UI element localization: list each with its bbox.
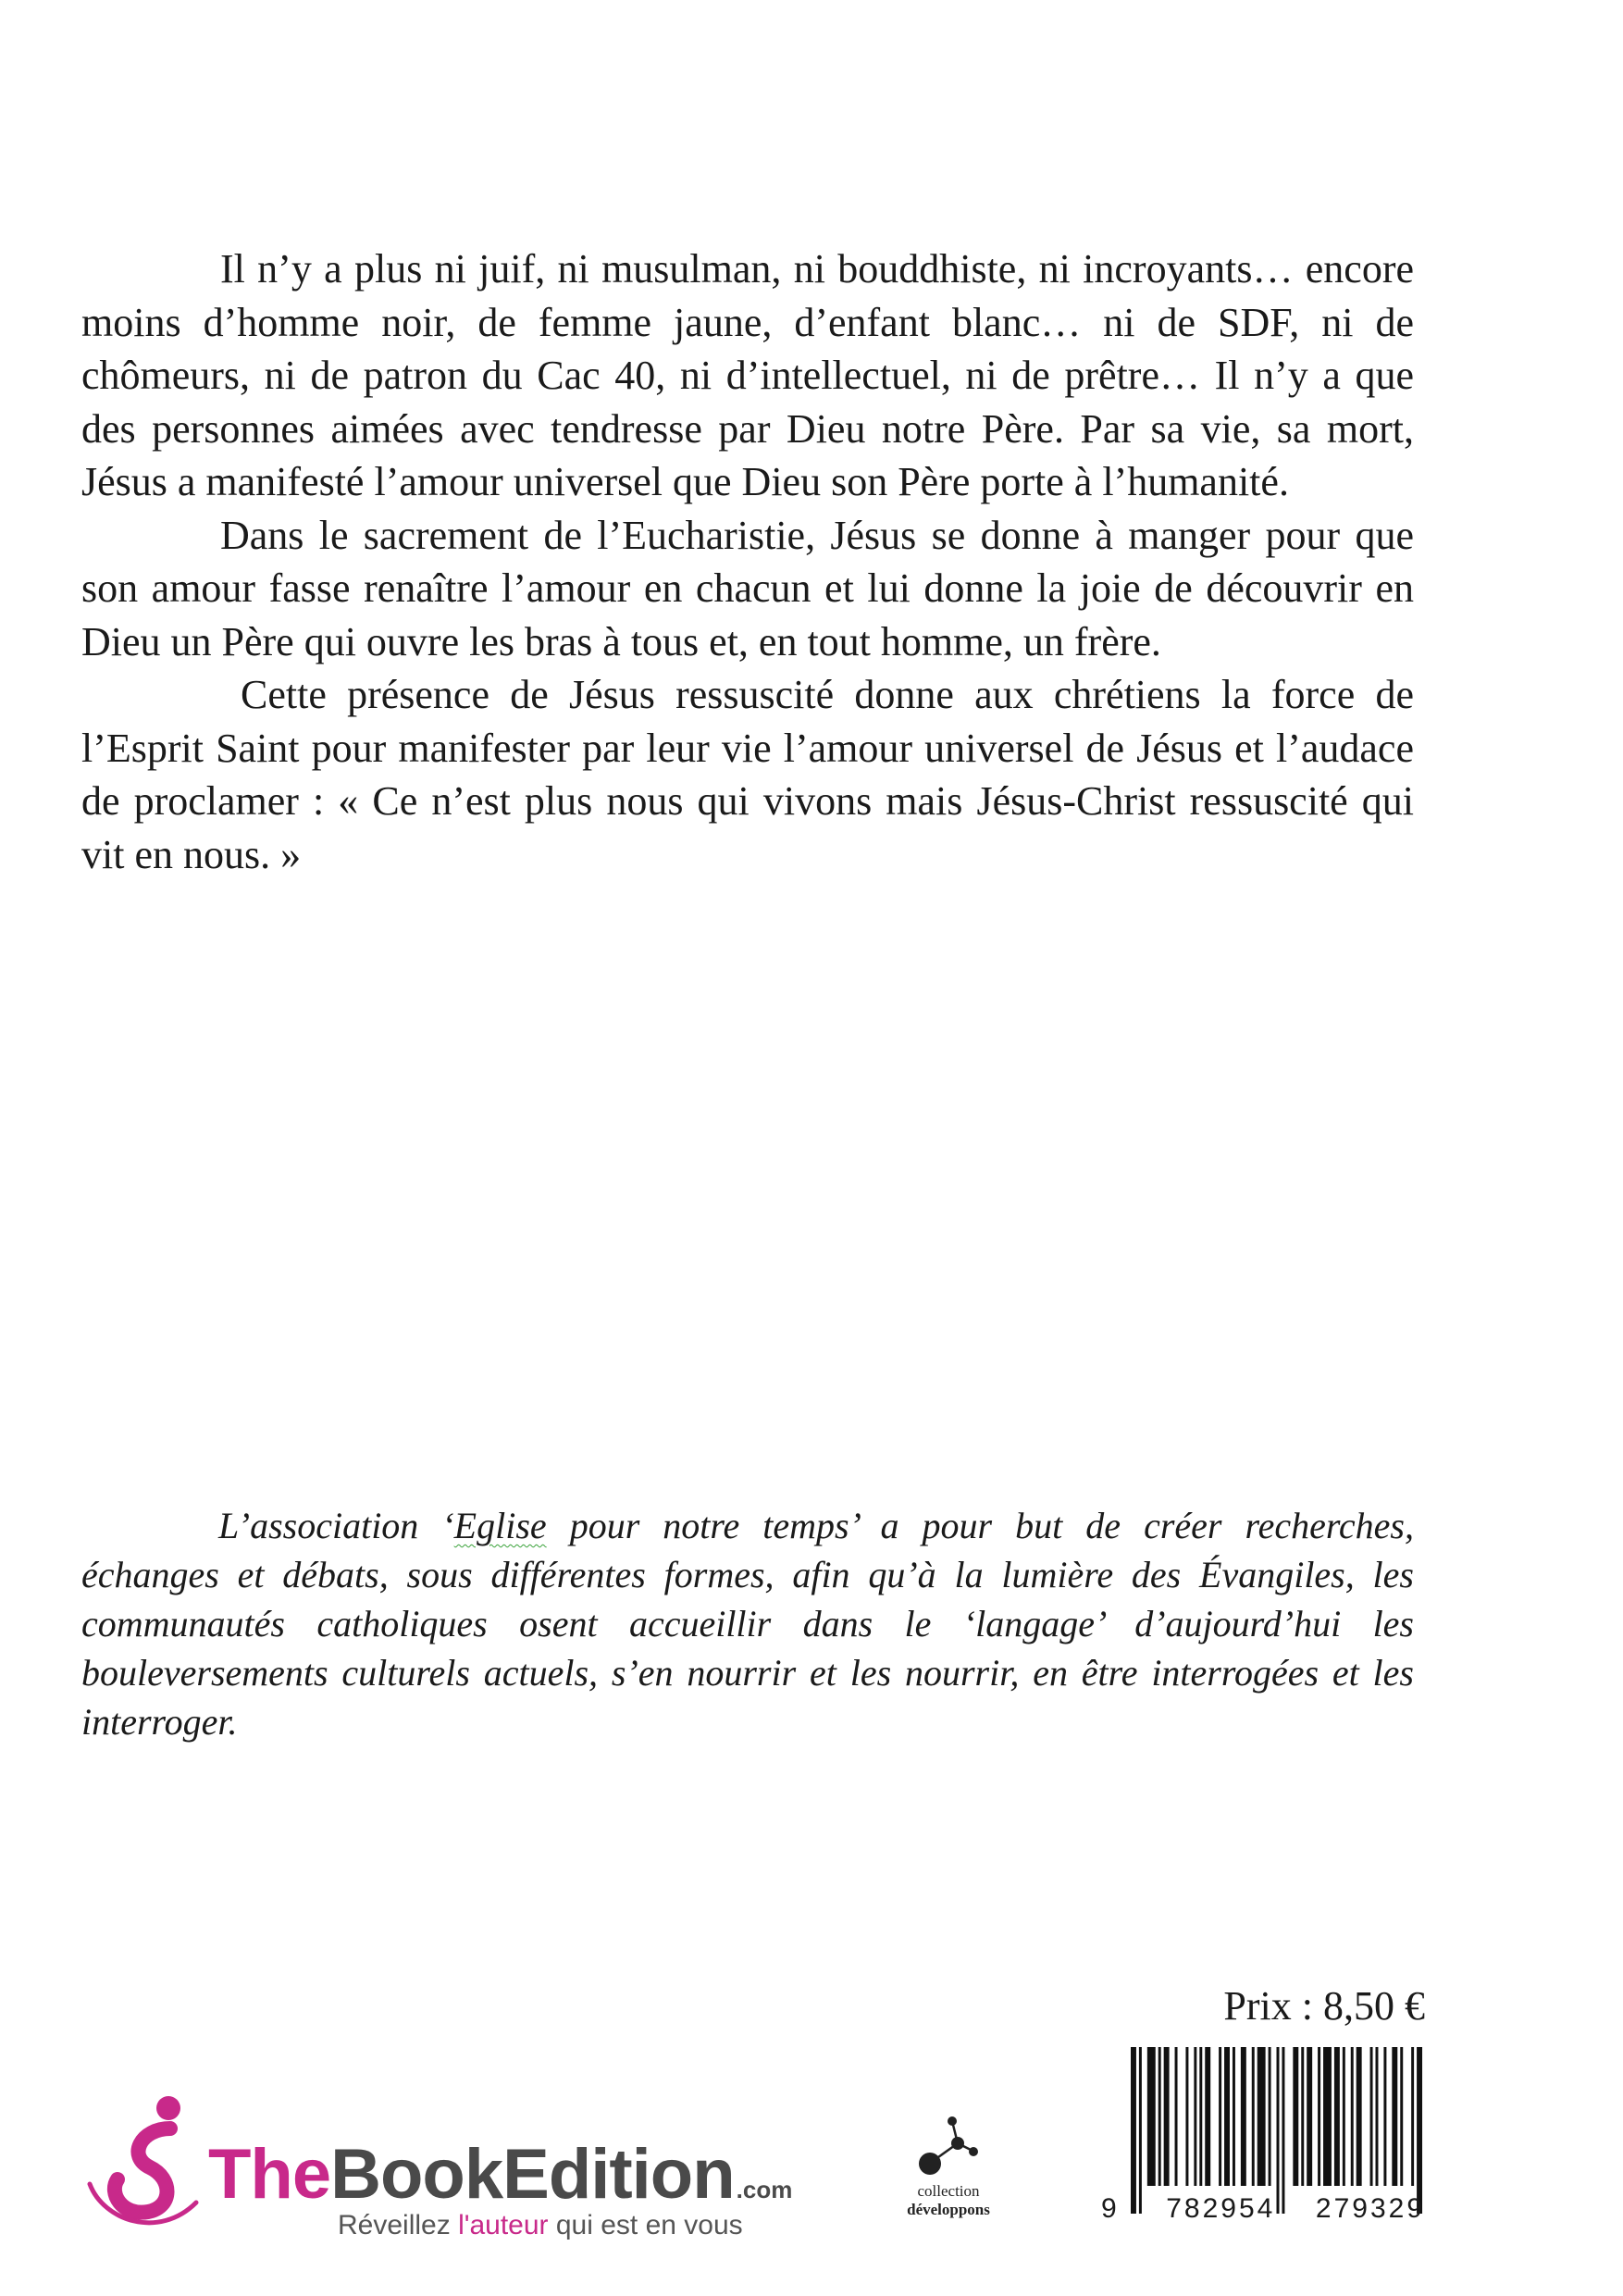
barcode-bar [1370,2047,1373,2186]
thebookedition-logo-icon [85,2091,205,2230]
association-text-underlined: Eglise [453,1505,547,1546]
paragraph-2: Dans le sacrement de l’Eucharistie, Jésus se donne à manger pour que son amour fasse renaître l’amour en chacun et lui donne la joie de découvrir en Dieu un Père qui ouvre les bras à tous et, en tout homme, un frère. [81,512,1414,664]
barcode-bar [1411,2047,1414,2186]
tagline-start: Réveillez [338,2210,459,2240]
collection-molecule-icon [911,2114,985,2178]
association-text-start: L’association ‘ [218,1505,454,1546]
main-text [81,242,1414,881]
barcode-bar [1323,2047,1332,2186]
barcode-bar [1301,2047,1304,2186]
isbn-group-1: 782954 [1166,2193,1276,2224]
tagline-accent: l'auteur [458,2210,549,2240]
paragraph-1: Il n’y a plus ni juif, ni musulman, ni bouddhiste, ni incroyants… encore moins d’homme noir, de femme jaune, d’enfant blanc… ni de SDF, ni de chômeurs, ni de patron du Cac 40, ni d’intellectuel, ni de prêtre… Il n’y a que des personnes aimées avec tendresse par Dieu notre Père. Par sa vie, sa mort, Jésus a manifesté l’amour universel que Dieu son Père porte à l’humanité. [81,246,1414,504]
publisher-name-part2: BookEdition [330,2135,735,2214]
barcode-bar [1185,2047,1188,2186]
publisher-name-suffix: .com [736,2176,793,2203]
barcode-bar [1400,2047,1403,2186]
publisher-name-part1: The [208,2135,331,2214]
barcode-bar [1318,2047,1320,2186]
barcode-bar [1158,2047,1161,2186]
barcode-bar [1175,2047,1178,2186]
barcode-bar [1307,2047,1312,2186]
barcode-bar [1269,2047,1271,2186]
barcode-bar [1258,2047,1266,2186]
barcode-bar [1293,2047,1298,2186]
barcode-bar [1205,2047,1210,2186]
paragraph-3: Cette présence de Jésus ressuscité donne aux chrétiens la force de l’Esprit Saint pour manifester par leur vie l’amour universel de Jésus et l’audace de proclamer : « Ce n’est plus nous qui vivons mais Jésus-Christ ressuscité qui vit en nous. » [81,672,1414,877]
barcode-bar [1376,2047,1379,2186]
association-text-end: pour notre temps’ a pour but de créer recherches, échanges et débats, sous différentes formes, afin qu’à la lumière des Évangiles, les communautés catholiques osent accueillir dans le ‘langage’ d’aujourd’hui les bouleversements culturels actuels, s’en nourrir et les nourrir, en être interrogées et les interroger. [81,1505,1414,1743]
barcode-bar [1224,2047,1230,2186]
collection-label-line2: développons [907,2201,990,2218]
barcode-bar [1199,2047,1202,2186]
barcode-bar [1233,2047,1235,2186]
publisher-tagline [338,2210,743,2241]
barcode-bar [1219,2047,1221,2186]
barcode-bar [1343,2047,1345,2186]
price-label: Prix : 8,50 € [1223,1983,1425,2029]
barcode-bar [1241,2047,1246,2186]
barcode-bar [1357,2047,1362,2186]
association-text [81,1501,1414,1746]
isbn-group-2: 279329 [1315,2193,1425,2224]
tagline-end: qui est en vous [548,2210,743,2240]
barcode-bar [1194,2047,1196,2186]
barcode-bar [1392,2047,1397,2186]
barcode-bar [1383,2047,1386,2186]
isbn-lead-digit: 9 [1101,2193,1117,2224]
isbn-digits [1101,2188,1425,2225]
barcode-bar [1351,2047,1354,2186]
collection-label-line1: collection [917,2182,980,2200]
collection-label [879,2182,1018,2219]
barcode-bar [1164,2047,1170,2186]
barcode-bar [1147,2047,1156,2186]
barcode-bar [1334,2047,1340,2186]
barcode-bar [1252,2047,1255,2186]
